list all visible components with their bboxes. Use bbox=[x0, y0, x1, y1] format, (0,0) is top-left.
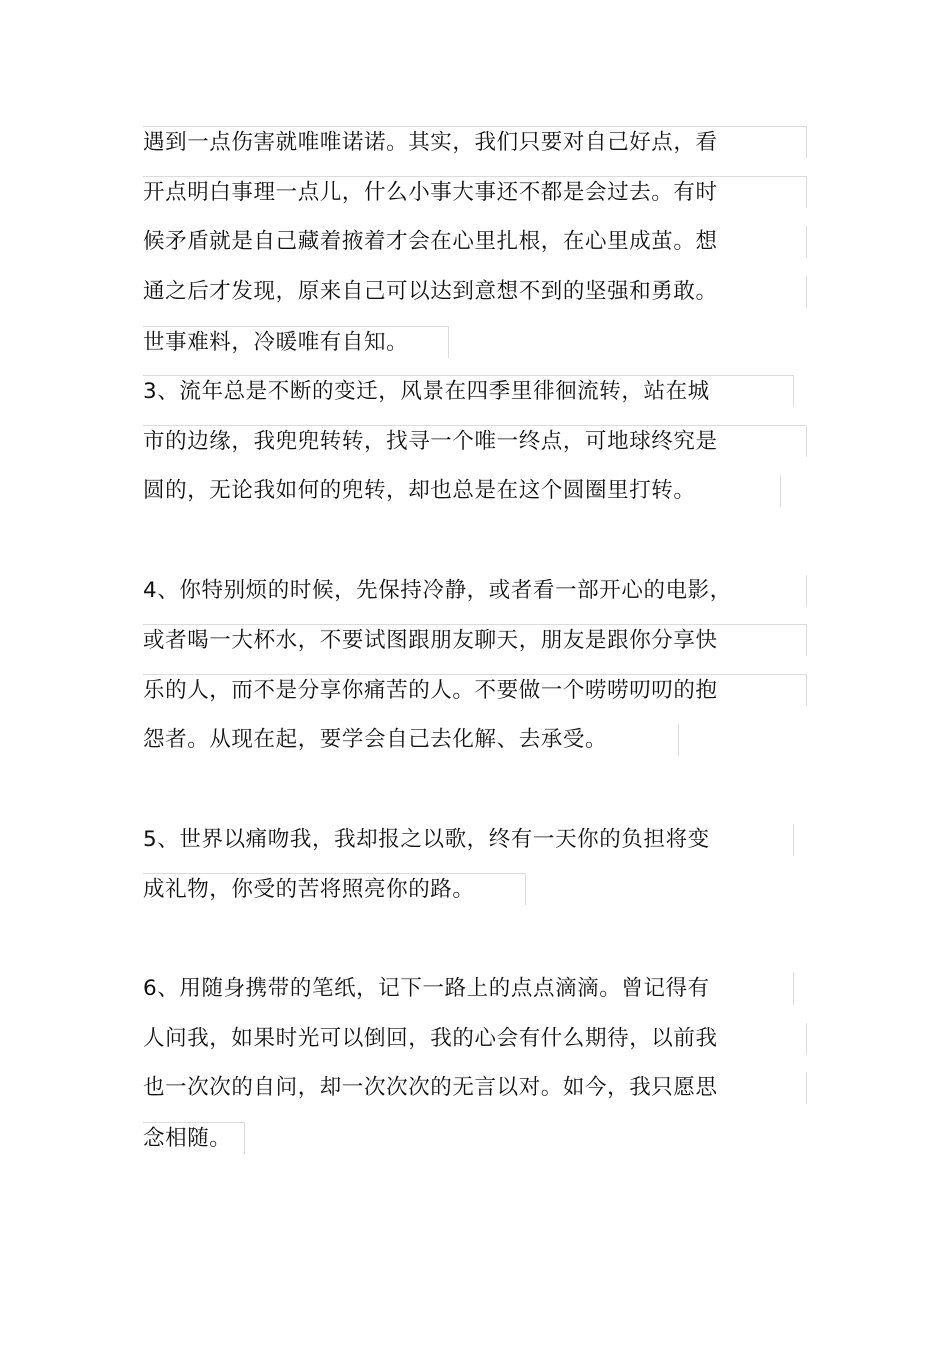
text-line: 成礼物，你受的苦将照亮你的路。 bbox=[143, 873, 526, 905]
text-line: 世事难料，冷暖唯有自知。 bbox=[143, 326, 449, 358]
text-line: 或者喝一大杯水，不要试图跟朋友聊天，朋友是跟你分享快 bbox=[143, 624, 807, 656]
text-line: 圆的，无论我如何的兜转，却也总是在这个圆圈里打转。 bbox=[143, 475, 781, 507]
text-line: 念相随。 bbox=[143, 1122, 245, 1154]
text-line: 乐的人，而不是分享你痛苦的人。不要做一个唠唠叨叨的抱 bbox=[143, 674, 807, 706]
text-line: 3、流年总是不断的变迁，风景在四季里徘徊流转，站在城 bbox=[143, 375, 794, 407]
text-line: 市的边缘，我兜兜转转，找寻一个唯一终点，可地球终究是 bbox=[143, 425, 807, 457]
text-line: 通之后才发现，原来自己可以达到意想不到的坚强和勇敢。 bbox=[143, 276, 807, 308]
text-line: 候矛盾就是自己藏着掖着才会在心里扎根，在心里成茧。想 bbox=[143, 226, 807, 258]
text-line: 6、用随身携带的笔纸，记下一路上的点点滴滴。曾记得有 bbox=[143, 973, 794, 1005]
text-line: 人问我，如果时光可以倒回，我的心会有什么期待，以前我 bbox=[143, 1023, 807, 1055]
text-line: 遇到一点伤害就唯唯诺诺。其实，我们只要对自己好点，看 bbox=[143, 126, 807, 158]
text-line: 开点明白事理一点儿，什么小事大事还不都是会过去。有时 bbox=[143, 176, 807, 208]
text-line: 也一次次的自问，却一次次次的无言以对。如今，我只愿思 bbox=[143, 1072, 807, 1104]
text-line: 4、你特别烦的时候，先保持冷静，或者看一部开心的电影， bbox=[143, 575, 807, 607]
text-line: 怨者。从现在起，要学会自己去化解、去承受。 bbox=[143, 724, 679, 756]
text-line: 5、世界以痛吻我，我却报之以歌，终有一天你的负担将变 bbox=[143, 824, 794, 856]
